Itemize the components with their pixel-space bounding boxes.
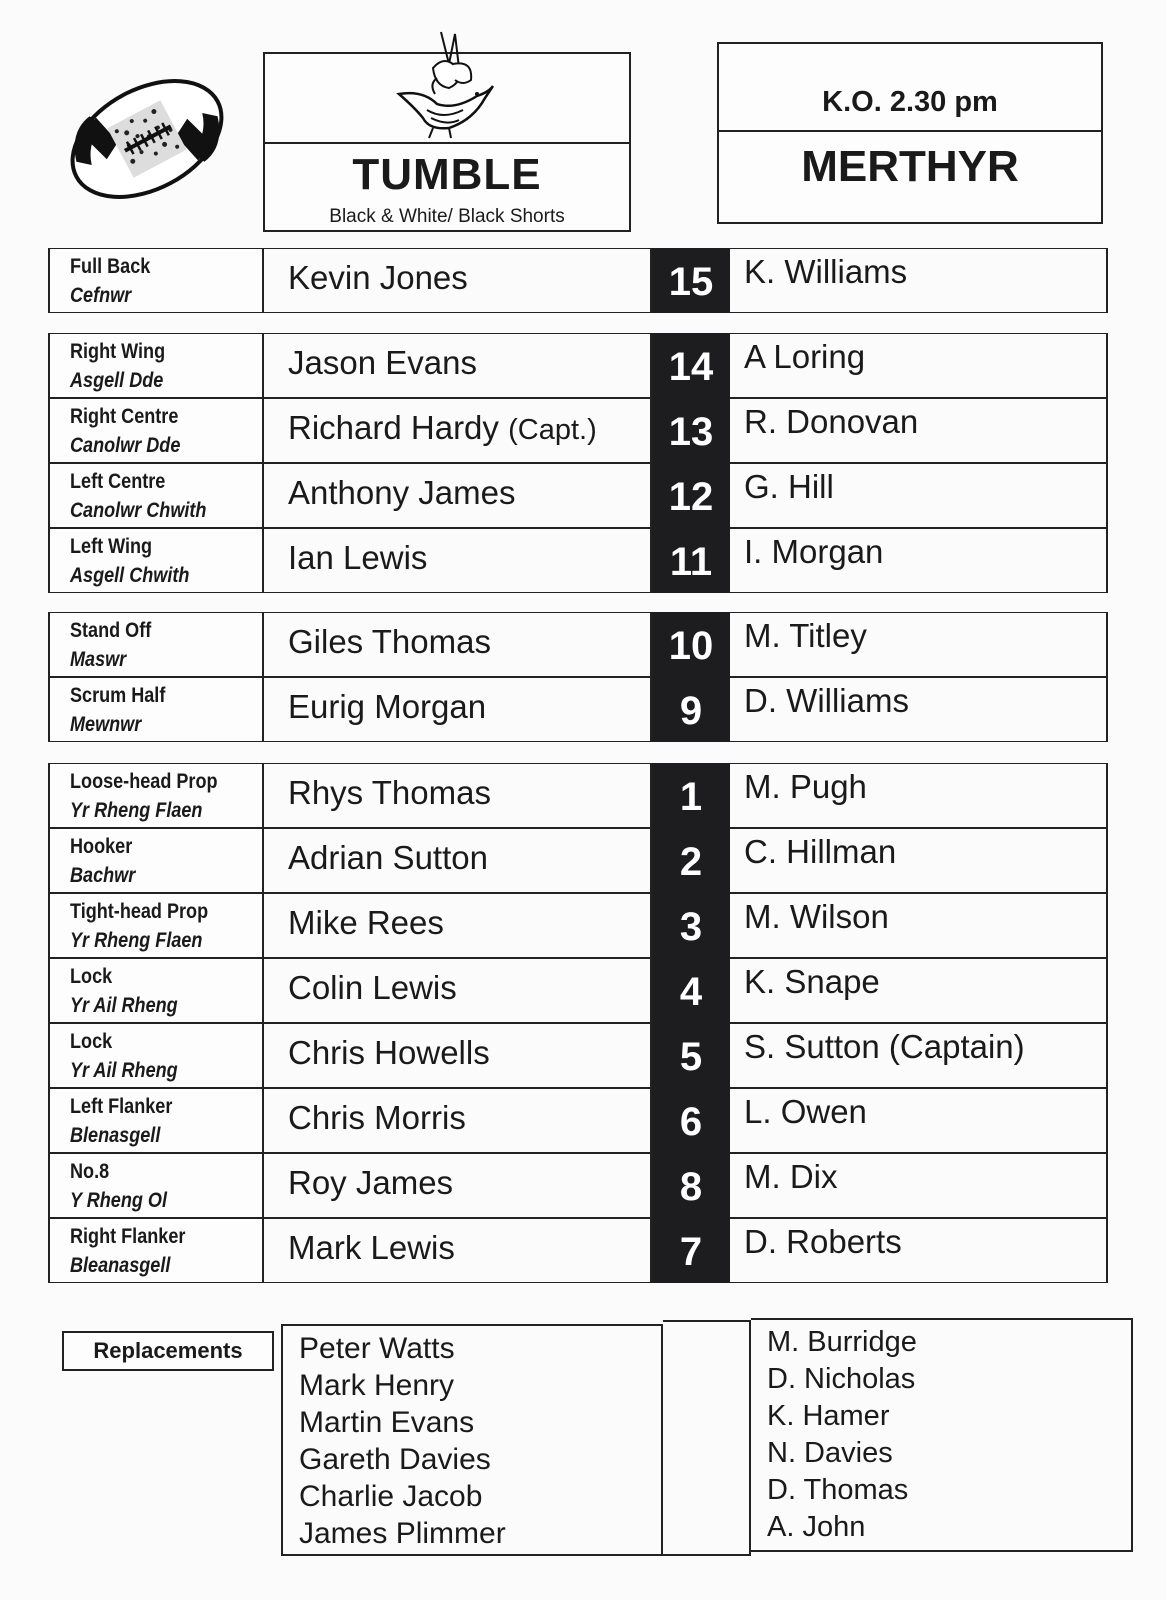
away-team-header xyxy=(717,42,1103,224)
list-item: N. Davies xyxy=(767,1437,893,1469)
lineup-row xyxy=(48,333,1108,398)
position-name: Left Flanker xyxy=(70,1095,173,1118)
position-name: Tight-head Prop xyxy=(70,900,209,923)
position-welsh: Yr Rheng Flaen xyxy=(70,799,203,822)
home-player-name: Anthony James xyxy=(288,474,516,511)
shirt-number: 12 xyxy=(652,463,730,528)
position-cell xyxy=(48,248,264,313)
position-name: Left Wing xyxy=(70,535,153,558)
home-replacements xyxy=(281,1324,663,1556)
home-player-name: Chris Morris xyxy=(288,1099,466,1136)
position-welsh: Asgell Chwith xyxy=(70,564,190,587)
home-team-header xyxy=(263,52,631,232)
away-player: M. Pugh xyxy=(730,763,1108,828)
list-item: D. Thomas xyxy=(767,1474,909,1506)
lineup-row xyxy=(48,612,1108,677)
position-name: Hooker xyxy=(70,835,133,858)
home-player-name: Mike Rees xyxy=(288,904,444,941)
captain-note: (Capt.) xyxy=(508,414,597,446)
home-player xyxy=(264,398,652,463)
lineup-row xyxy=(48,1153,1108,1218)
shirt-number: 5 xyxy=(652,1023,730,1088)
list-item: K. Hamer xyxy=(767,1400,890,1432)
position-name: Stand Off xyxy=(70,619,152,642)
away-player: I. Morgan xyxy=(730,528,1108,593)
shirt-number: 7 xyxy=(652,1218,730,1283)
list-item: Peter Watts xyxy=(299,1332,455,1365)
lineup-row xyxy=(48,528,1108,593)
home-player-name: Jason Evans xyxy=(288,344,477,381)
team-group-full-back xyxy=(48,248,1108,313)
position-name: Lock xyxy=(70,1030,113,1053)
position-name: Right Centre xyxy=(70,405,179,428)
away-player: C. Hillman xyxy=(730,828,1108,893)
position-cell xyxy=(48,958,264,1023)
position-welsh: Blenasgell xyxy=(70,1124,161,1147)
home-player xyxy=(264,893,652,958)
home-player xyxy=(264,333,652,398)
away-player: R. Donovan xyxy=(730,398,1108,463)
position-welsh: Asgell Dde xyxy=(70,369,164,392)
lineup-row xyxy=(48,958,1108,1023)
position-welsh: Yr Ail Rheng xyxy=(70,1059,178,1082)
shirt-number: 11 xyxy=(652,528,730,593)
home-player-name: Kevin Jones xyxy=(288,259,468,296)
position-cell xyxy=(48,893,264,958)
position-cell xyxy=(48,1088,264,1153)
position-welsh: Canolwr Chwith xyxy=(70,499,207,522)
team-group-forwards xyxy=(48,763,1108,1283)
home-player xyxy=(264,763,652,828)
lineup-row xyxy=(48,248,1108,313)
position-cell xyxy=(48,398,264,463)
position-welsh: Bachwr xyxy=(70,864,136,887)
position-name: Scrum Half xyxy=(70,684,166,707)
shirt-number: 14 xyxy=(652,333,730,398)
shirt-number: 15 xyxy=(652,248,730,313)
shirt-number: 4 xyxy=(652,958,730,1023)
away-player: K. Snape xyxy=(730,958,1108,1023)
shirt-number: 13 xyxy=(652,398,730,463)
position-cell xyxy=(48,333,264,398)
position-welsh: Cefnwr xyxy=(70,284,132,307)
team-group-half-backs xyxy=(48,612,1108,742)
position-welsh: Canolwr Dde xyxy=(70,434,181,457)
lineup-row xyxy=(48,893,1108,958)
lineup-row xyxy=(48,828,1108,893)
lineup-row xyxy=(48,1218,1108,1283)
shirt-number: 3 xyxy=(652,893,730,958)
lineup-row xyxy=(48,763,1108,828)
home-player xyxy=(264,958,652,1023)
home-player-name: Richard Hardy xyxy=(288,409,499,446)
home-player xyxy=(264,1153,652,1218)
home-player xyxy=(264,528,652,593)
replacements-label: Replacements xyxy=(62,1331,274,1371)
home-player xyxy=(264,828,652,893)
position-name: Left Centre xyxy=(70,470,166,493)
home-player-name: Ian Lewis xyxy=(288,539,428,576)
home-player xyxy=(264,248,652,313)
lineup-row xyxy=(48,1088,1108,1153)
list-item: James Plimmer xyxy=(299,1517,506,1550)
position-welsh: Y Rheng Ol xyxy=(70,1189,168,1212)
away-player: D. Williams xyxy=(730,677,1108,742)
position-cell xyxy=(48,612,264,677)
position-welsh: Yr Rheng Flaen xyxy=(70,929,203,952)
away-player: S. Sutton (Captain) xyxy=(730,1023,1108,1088)
shirt-number: 8 xyxy=(652,1153,730,1218)
home-kit-description: Black & White/ Black Shorts xyxy=(329,206,565,227)
position-name: Right Flanker xyxy=(70,1225,186,1248)
list-item: Mark Henry xyxy=(299,1369,455,1402)
home-player xyxy=(264,463,652,528)
team-group-backs xyxy=(48,333,1108,593)
home-player xyxy=(264,1023,652,1088)
kick-off-time: K.O. 2.30 pm xyxy=(822,86,998,118)
position-name: No.8 xyxy=(70,1160,110,1183)
home-player-name: Colin Lewis xyxy=(288,969,457,1006)
position-welsh: Bleanasgell xyxy=(70,1254,171,1277)
lineup-row xyxy=(48,677,1108,742)
position-welsh: Mewnwr xyxy=(70,713,142,736)
position-name: Right Wing xyxy=(70,340,166,363)
lineup-row xyxy=(48,1023,1108,1088)
rugby-ball-icon xyxy=(62,66,232,212)
away-player: G. Hill xyxy=(730,463,1108,528)
position-cell xyxy=(48,763,264,828)
position-cell xyxy=(48,1023,264,1088)
list-item: Gareth Davies xyxy=(299,1443,491,1476)
position-cell xyxy=(48,677,264,742)
lineup-row xyxy=(48,463,1108,528)
list-item: A. John xyxy=(767,1511,866,1543)
away-replacements xyxy=(751,1318,1133,1552)
position-name: Full Back xyxy=(70,255,151,278)
home-player-name: Giles Thomas xyxy=(288,623,491,660)
lineup-row xyxy=(48,398,1108,463)
away-team-name: MERTHYR xyxy=(801,142,1019,191)
home-player-name: Eurig Morgan xyxy=(288,688,487,725)
position-name: Lock xyxy=(70,965,113,988)
shirt-number: 2 xyxy=(652,828,730,893)
home-player xyxy=(264,1218,652,1283)
away-player: M. Dix xyxy=(730,1153,1108,1218)
home-player xyxy=(264,1088,652,1153)
home-player xyxy=(264,677,652,742)
away-player: M. Titley xyxy=(730,612,1108,677)
replacements-divider-column xyxy=(663,1320,751,1556)
home-player-name: Chris Howells xyxy=(288,1034,490,1071)
away-player: A Loring xyxy=(730,333,1108,398)
position-welsh: Yr Ail Rheng xyxy=(70,994,178,1017)
away-player: K. Williams xyxy=(730,248,1108,313)
list-item: M. Burridge xyxy=(767,1326,917,1358)
home-team-name: TUMBLE xyxy=(352,150,542,199)
list-item: Charlie Jacob xyxy=(299,1480,483,1513)
position-welsh: Maswr xyxy=(70,648,127,671)
home-player-name: Adrian Sutton xyxy=(288,839,488,876)
list-item: Martin Evans xyxy=(299,1406,475,1439)
shirt-number: 10 xyxy=(652,612,730,677)
daffodil-bird-crest-icon xyxy=(393,24,497,140)
home-player-name: Roy James xyxy=(288,1164,454,1201)
away-player: M. Wilson xyxy=(730,893,1108,958)
position-cell xyxy=(48,463,264,528)
home-player xyxy=(264,612,652,677)
home-player-name: Mark Lewis xyxy=(288,1229,455,1266)
position-cell xyxy=(48,828,264,893)
home-player-name: Rhys Thomas xyxy=(288,774,491,811)
position-cell xyxy=(48,1218,264,1283)
away-player: D. Roberts xyxy=(730,1218,1108,1283)
list-item: D. Nicholas xyxy=(767,1363,916,1395)
shirt-number: 9 xyxy=(652,677,730,742)
away-player: L. Owen xyxy=(730,1088,1108,1153)
position-cell xyxy=(48,1153,264,1218)
shirt-number: 1 xyxy=(652,763,730,828)
position-name: Loose-head Prop xyxy=(70,770,218,793)
position-cell xyxy=(48,528,264,593)
shirt-number: 6 xyxy=(652,1088,730,1153)
